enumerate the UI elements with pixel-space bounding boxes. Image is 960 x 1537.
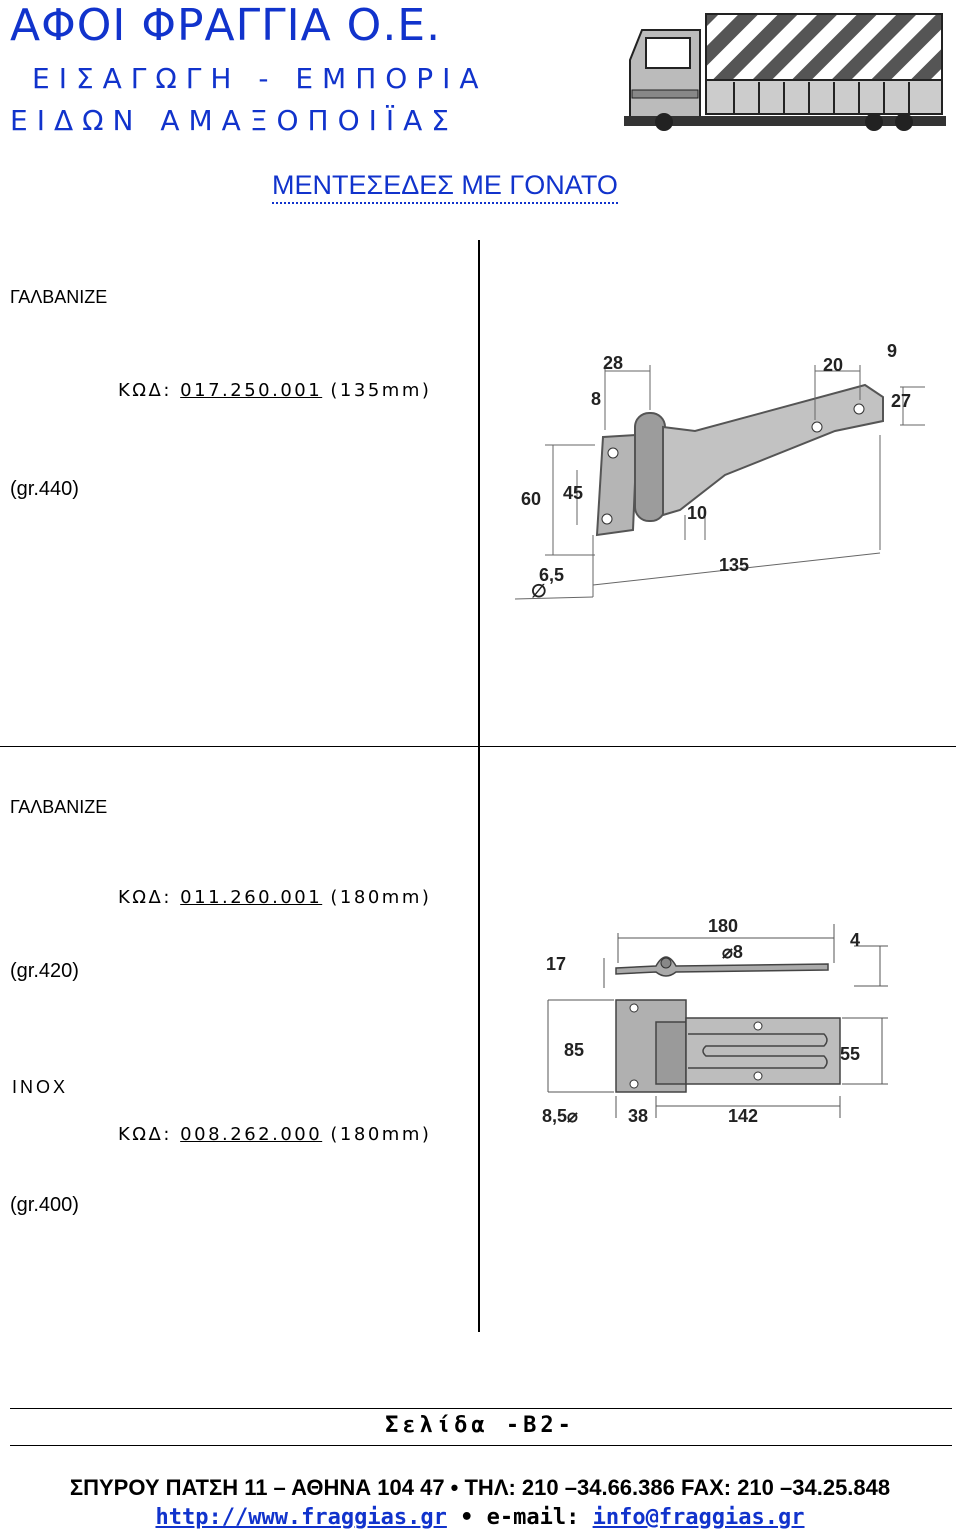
dim-8: 8: [591, 389, 602, 409]
dim-38: 38: [628, 1106, 649, 1126]
email-link[interactable]: info@fraggias.gr: [592, 1505, 805, 1530]
dim-6-5: 6,5: [539, 565, 565, 585]
company-name: ΑΦΟΙ ΦΡΑΓΓΙΑ Ο.Ε.: [10, 0, 442, 51]
dim-142: 142: [728, 1106, 759, 1126]
hinge-135-drawing: [505, 335, 945, 610]
dim-10: 10: [687, 503, 708, 523]
dim-28: 28: [603, 353, 624, 373]
website-link[interactable]: http://www.fraggias.gr: [155, 1505, 447, 1530]
product-weight: (gr.440): [10, 478, 79, 500]
dim-4: 4: [850, 930, 861, 950]
dim-27: 27: [891, 391, 912, 411]
hinge-180-drawing: [538, 908, 898, 1130]
product-weight: (gr.420): [10, 960, 79, 982]
truck-logo: [624, 10, 946, 132]
dim-45: 45: [563, 483, 584, 503]
company-tagline-1: ΕΙΣΑΓΩΓΗ - ΕΜΠΟΡΙΑ: [32, 62, 488, 95]
footer-address: ΣΠΥΡΟΥ ΠΑΤΣΗ 11 – ΑΘΗΝΑ 104 47 • ΤΗΛ: 210 –34.66.386 FAX: 210 –34.25.848: [69, 1475, 891, 1500]
footer-rule-top: [10, 1408, 952, 1409]
dim-135: 135: [719, 555, 750, 575]
footer-contact: http://www.fraggias.gr • e-mail: info@fraggias.gr: [155, 1505, 805, 1530]
product-code: ΚΩΔ: 011.260.001 (180mm): [118, 887, 432, 908]
product-code: ΚΩΔ: 017.250.001 (135mm): [118, 380, 432, 401]
dim-8-5: 8,5⌀: [542, 1106, 578, 1126]
material-label: ΓΑΛΒΑΝΙΖΕ: [10, 797, 108, 817]
product-weight: (gr.400): [10, 1194, 79, 1216]
diameter-symbol: ∅: [531, 581, 547, 601]
dim-20: 20: [823, 355, 844, 375]
page-number: Σελίδα -Β2-: [385, 1413, 575, 1438]
page-title: ΜΕΝΤΕΣΕΔΕΣ ΜΕ ΓΟΝΑΤΟ: [272, 170, 618, 204]
footer-rule-bottom: [10, 1445, 952, 1446]
dim-180: 180: [708, 916, 739, 936]
dim-17: 17: [546, 954, 567, 974]
company-tagline-2: ΕΙΔΩΝ ΑΜΑΞΟΠΟΙΪΑΣ: [10, 104, 458, 137]
dim-60: 60: [521, 489, 542, 509]
dim-85: 85: [564, 1040, 585, 1060]
product-code: ΚΩΔ: 008.262.000 (180mm): [118, 1124, 432, 1145]
material-label: INOX: [12, 1077, 69, 1097]
dim-dia-8: ⌀8: [722, 942, 743, 962]
dim-55: 55: [840, 1044, 861, 1064]
row-divider: [0, 746, 956, 747]
material-label: ΓΑΛΒΑΝΙΖΕ: [10, 287, 108, 307]
dim-9: 9: [887, 341, 898, 361]
column-divider: [478, 240, 480, 1332]
